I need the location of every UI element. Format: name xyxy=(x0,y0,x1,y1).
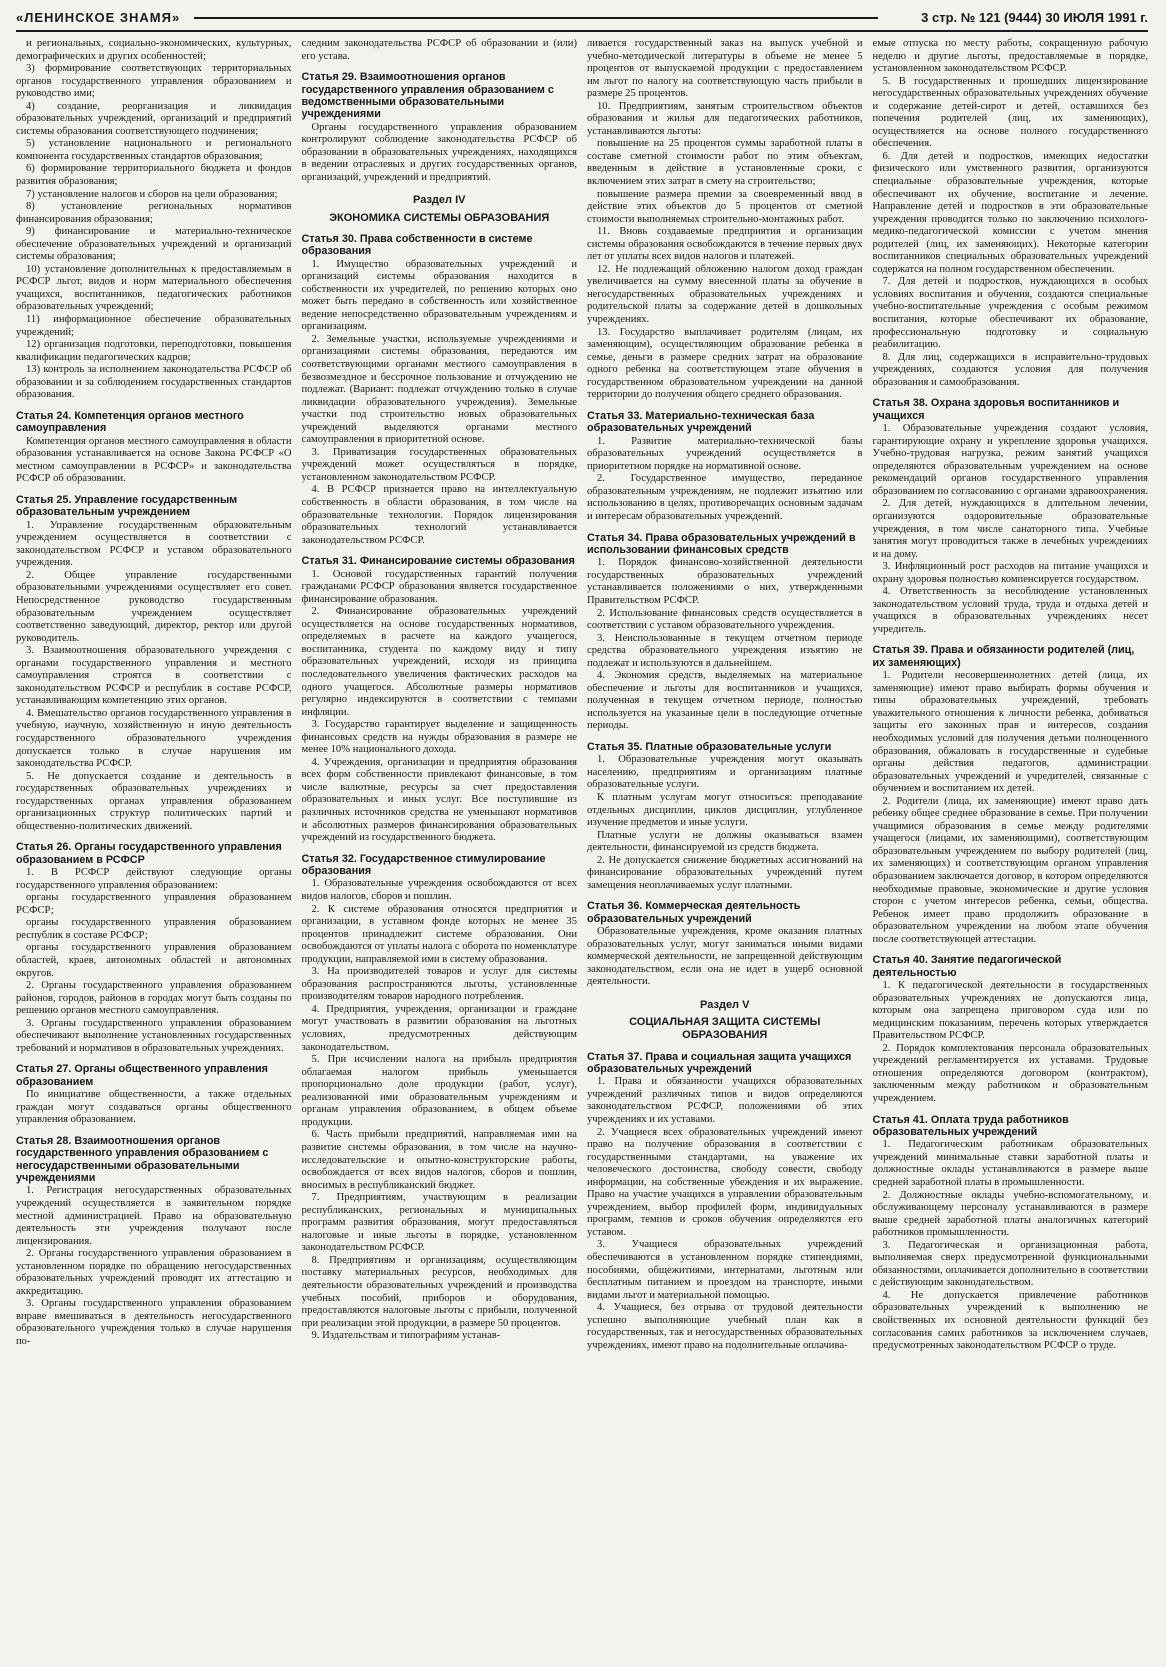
paragraph: По инициативе общественности, а также отдельных граждан могут создаваться органы общественного управления образованием. xyxy=(16,1089,292,1126)
paragraph: 2. Государственное имущество, переданное образовательным учреждениям, не подлежит изъятию или использованию в целях, противоречащих основным задачам и интересам образовательных учреждений. xyxy=(587,473,863,522)
article-heading: Статья 29. Взаимоотношения органов государственного управления образованием с ведомственными образовательными учреждениями xyxy=(301,71,554,121)
paragraph: 1. Образовательные учреждения создают условия, гарантирующие охрану и укрепление здоровья учащихся. Учебно-трудовая нагрузка, режим занятий учащихся определяются образовательным учреждением на основе рекомендаций органов государственного управления образованием по согласованию с органами здравоохранения. xyxy=(872,423,1148,497)
article-heading: Статья 38. Охрана здоровья воспитанников и учащихся xyxy=(872,397,1120,422)
paragraph: 12. Не подлежащий обложению налогом доход граждан увеличивается на сумму внесенной платы за обучение в негосударственных образовательных учреждениях и родительской платы за содержание детей в дошкольных учреждениях. xyxy=(587,263,863,326)
issue-line: 3 стр. № 121 (9444) 30 ИЮЛЯ 1991 г. xyxy=(921,10,1148,25)
paragraph: 13. Государство выплачивает родителям (лицам, их заменяющим), осуществляющим образование ребенка в семье, деньги в размере средних затрат на образование одного ребенка на соответствующем этапе обучения в государственном образовательном учреждении на данной территории до получения общего среднего образования. xyxy=(587,326,863,401)
paragraph: 2. Органы государственного управления образованием в установленном порядке по обращению негосударственных образовательных учреждений проводят их аттестацию и аккредитацию. xyxy=(16,1248,292,1297)
paragraph: 4. Учащиеся, без отрыва от трудовой деятельности успешно выполняющие учебный план как в государственных, так и негосударственных образовательных учреждениях, имеют право на подолнительные оплачива- xyxy=(587,1302,863,1351)
paragraph: 3. Учащиеся образовательных учреждений обеспечиваются в установленном порядке стипендиями, пособиями, общежитиями, интернатами, льготным или бесплатным питанием и проездом на транспорте, иными видами льгот и материальной помощью. xyxy=(587,1239,863,1301)
paragraph: 10. Предприятиям, занятым строительством объектов образования и жилья для педагогических работников, устанавливаются льготы: xyxy=(587,100,863,137)
section-heading: ЭКОНОМИКА СИСТЕМЫ ОБРАЗОВАНИЯ xyxy=(329,211,550,224)
paragraph: 1. Основой государственных гарантий получения гражданами РСФСР образования является государственное финансирование образования. xyxy=(301,568,577,605)
paragraph: 8. Для лиц, содержащихся в исправительно-трудовых учреждениях, создаются условия для получения образования и самообразования. xyxy=(872,351,1148,388)
paragraph: 3. Инфляционный рост расходов на питание учащихся и охрану здоровья полностью компенсируется государством. xyxy=(872,561,1148,585)
paragraph: 1. Управление государственным образовательным учреждением осуществляется в соответствии с законодательством РСФСР и уставом образовательного учреждения. xyxy=(16,519,292,569)
paragraph: 4. Предприятия, учреждения, организации и граждане могут участвовать в развитии образования на льготных условиях, предусмотренных действующим законодательством. xyxy=(301,1003,577,1053)
article-heading: Статья 26. Органы государственного управления образованием в РСФСР xyxy=(16,841,282,866)
paragraph: 8) установление региональных нормативов финансирования образования; xyxy=(16,201,292,225)
paragraph: органы государственного управления образованием РСФСР; xyxy=(16,892,292,916)
paragraph: Компетенция органов местного самоуправления в области образования устанавливается на основе Закона РСФСР «О местном самоуправлении в РСФСР» и законодательства РСФСР об образовании. xyxy=(16,435,292,485)
paragraph: 1. Порядок финансово-хозяйственной деятельности государственных образовательных учреждений устанавливается положениями о них, утвержденными Правительством РСФСР. xyxy=(587,557,863,606)
paragraph: 1. Регистрация негосударственных образовательных учреждений осуществляется в заявительном порядке местной администрацией. Право на образовательную деятельность эти учреждения получают после лицензирования. xyxy=(16,1185,292,1247)
paragraph: 1. Права и обязанности учащихся образовательных учреждений различных типов и видов определяются законодательством РСФСР, положениями об этих учреждениях и их уставами. xyxy=(587,1076,863,1125)
paragraph: 1. Образовательные учреждения освобождаются от всех видов налогов, сборов и пошлин. xyxy=(301,878,577,903)
article-heading: Статья 36. Коммерческая деятельность образовательных учреждений xyxy=(587,900,801,925)
paragraph: 9) финансирование и материально-техническое обеспечение образовательных учреждений и организаций системы образования; xyxy=(16,226,292,263)
paragraph: 5) установление национального и регионального компонента государственных стандартов образования; xyxy=(16,138,292,162)
paragraph: 2. Для детей, нуждающихся в длительном лечении, организуются оздоровительные образовательные учреждения, в том числе санаторного типа. Учебные занятия могут проводиться также в лечебных учреждениях и на дому. xyxy=(872,498,1148,560)
paragraph: 4) создание, реорганизация и ликвидация образовательных учреждений, организаций и предприятий системы образования соответствующего подчинения; xyxy=(16,100,292,137)
paragraph: 3. Приватизация государственных образовательных учреждений может осуществляться в порядке, установленном законодательством РСФСР. xyxy=(301,446,577,483)
paragraph: 2. Родители (лица, их заменяющие) имеют право дать ребенку общее среднее образование в семье. При получении учащимися образования в семье между родителями учащегося (лицами, их заменяющими), соответствующим образовательным учреждением по выбору родителей (лиц, их заменяющих) и соответствующим органом управления образованием заключается договор, в котором определяются необходимые правовые, экономические и другие условия сторон с учетом интересов ребенка, семьи, общества. Ребенок имеет право продолжить образование в образовательном учреждении на любом этапе обучения после соответствующей аттестации. xyxy=(872,795,1148,945)
section-heading: Раздел IV xyxy=(413,194,466,207)
paragraph: 1. В РСФСР действуют следующие органы государственного управления образованием: xyxy=(16,867,292,891)
article-heading: Статья 31. Финансирование системы образования xyxy=(301,555,575,568)
header-rule xyxy=(194,17,878,19)
paragraph: 4. Ответственность за несоблюдение установленных законодательством условий труда, труда и отдыха детей и учащихся в образовательных учреждениях несет учредитель. xyxy=(872,586,1148,635)
paragraph: 3. Педагогическая и организационная работа, выполняемая сверх предусмотренной функциональными обязанностями, оплачивается дополнительно в соответствии с действующим законодательством. xyxy=(872,1239,1148,1289)
page-header xyxy=(16,8,1148,32)
paragraph: 2. К системе образования относятся предприятия и организации, в уставном фонде которых не менее 35 процентов принадлежит системе образования. Они освобождаются от уплаты налога с оборота по номенклатуре продукции, направляемой ими в систему образования. xyxy=(301,903,577,965)
paragraph: 1. Педагогическим работникам образовательных учреждений минимальные ставки заработной платы и должностные оклады устанавливаются в размере выше средней заработной платы в промышленности. xyxy=(872,1139,1148,1188)
paragraph: 1. Образовательные учреждения могут оказывать населению, предприятиям и организациям платные образовательные услуги. xyxy=(587,754,863,791)
article-heading: Статья 30. Права собственности в системе образования xyxy=(301,232,533,258)
column-1 xyxy=(16,38,292,1658)
article-heading: Статья 39. Права и обязанности родителей (лиц, их заменяющих) xyxy=(872,644,1135,669)
paragraph: 9. Издательствам и типографиям устанав- xyxy=(311,1330,501,1342)
article-heading: Статья 33. Материально-техническая база образовательных учреждений xyxy=(587,409,815,435)
article-heading: Статья 34. Права образовательных учреждений в использовании финансовых средств xyxy=(587,531,856,556)
paragraph: 5. В государственных и прошедших лицензирование негосударственных образовательных учреждениях обучение и содержание детей-сирот и детей, оставшихся без попечения родителей (лиц, их заменяющих), осуществляется на основе полного государственного обеспечения. xyxy=(872,75,1148,150)
paragraph: 2. Органы государственного управления образованием районов, городов, районов в городах могут быть созданы по решению органов местного самоуправления. xyxy=(16,980,292,1017)
paragraph: 1. Родители несовершеннолетних детей (лица, их заменяющие) имеют право выбирать формы обучения и типы образовательных учреждений, требовать уважительного отношения к личности ребенка, добиваться защиты его законных прав и интересов, создания необходимых условий для получения детьми полноценного образования, обжаловать в государственные и судебные органы действия педагогов, администрации образовательных учреждений и учредителей, связанные с обучением и воспитанием их детей. xyxy=(872,670,1148,795)
paragraph: повышение размера премии за своевременный ввод в действие этих объектов до 5 процентов от сметной стоимости выполняемых строительно-монтажных работ. xyxy=(587,188,863,225)
paragraph: 2. Земельные участки, используемые учреждениями и организациями системы образования, передаются им соответствующими органами местного самоуправления в безвозмездное и бессрочное пользование и отчуждению не подлежат. (Вариант: подлежат отчуждению только в случае ликвидации образовательного учреждения). Земельные участки под строительство новых образовательных учреждений выделяются органами местного самоуправления в приоритетной основе. xyxy=(301,333,577,446)
paragraph: 4. В РСФСР признается право на интеллектуальную собственность в области образования, в том числе на образовательные технологии. Порядок лицензирования образовательных технологий устанавливается законодательством РСФСР. xyxy=(301,484,577,546)
section-heading: СОЦИАЛЬНАЯ ЗАЩИТА СИСТЕМЫ ОБРАЗОВАНИЯ xyxy=(629,1016,821,1042)
paragraph: 2. Использование финансовых средств осуществляется в соответствии с уставом образовательного учреждения. xyxy=(587,607,863,632)
paragraph: и региональных, социально-экономических, культурных, демографических и других особенностей; xyxy=(16,38,292,62)
paragraph: 2. Порядок комплектования персонала образовательных учреждений регламентируется их уставами. Трудовые отношения определяются договором (контрактом), заключенным между работником и образовательным учреждением. xyxy=(872,1042,1148,1104)
paragraph: 7. Для детей и подростков, нуждающихся в особых условиях воспитания и обучения, создаются специальные учебно-воспитательные учреждения с особым режимом воспитания, которые обеспечивают их образование, профессиональную подготовку и социальную реабилитацию. xyxy=(872,276,1148,351)
paragraph: 4. Учреждения, организации и предприятия образования всех форм собственности привлекают финансовые, в том числе валютные, ресурсы за счет предоставления образовательных и иных услуг. Все поступившие из различных источников средства не уменьшают нормативов и абсолютных размеров финансирования образовательных учреждений из государственного бюджета. xyxy=(301,756,577,844)
paragraph: 2. Финансирование образовательных учреждений осуществляется на основе государственных нормативов, определяемых в расчете на каждого учащегося, воспитанника, студента по каждому виду и типу образовательных учреждений, исходя из принципа последовательного увеличения фактических расходов на одного учащегося. Абсолютные размеры нормативов регулярно индексируются в соответствии с темпами инфляции. xyxy=(301,606,577,718)
paragraph: 3. На производителей товаров и услуг для системы образования распространяются льготы, установленные производителям товаров народного потребления. xyxy=(301,966,577,1003)
paragraph: 1. Имущество образовательных учреждений и организаций системы образования находится в собственности их учредителей, по решению которых оно может быть передано в собственность или хозяйственное ведение непосредственно образовательным учреждениям и организациям. xyxy=(301,258,577,333)
paragraph: 1. К педагогической деятельности в государственных образовательных учреждениях не допускаются лица, которым она запрещена приговором суда или по медицинским показаниям, перечень которых утверждается Правительством РСФСР. xyxy=(872,980,1148,1042)
paragraph: Платные услуги не должны оказываться взамен деятельности, финансируемой из средств бюджета. xyxy=(587,829,863,854)
paragraph-continued: ливается государственный заказ на выпуск учебной и учебно-методической литературы в объеме не менее 5 процентов от выпускаемой продукции с предоставлением им льгот по налогу на соответствующую часть прибыли в размере 25 процентов. xyxy=(587,38,863,100)
section-heading: Раздел V xyxy=(700,998,750,1011)
paragraph: 3. Органы государственного управления образованием вправе вмешиваться в деятельность негосударственного образовательного учреждения только в случае нарушения по- xyxy=(16,1298,292,1347)
article-heading: Статья 28. Взаимоотношения органов государственного управления образованием с негосударственными образовательными учреждениями xyxy=(16,1134,269,1185)
paragraph: 6. Часть прибыли предприятий, направляемая ими на развитие системы образования, в том числе на научно-исследовательские и опытно-конструкторские работы, освобождается от всех видов налогов, сборов и пошлин, вносимых в республиканский бюджет. xyxy=(301,1129,577,1191)
paragraph: 11. Вновь создаваемые предприятия и организации системы образования освобождаются в течение первых двух лет от уплаты всех видов налогов и платежей. xyxy=(587,226,863,263)
paragraph: 3. Неиспользованные в текущем отчетном периоде средства образовательного учреждения изъятию не подлежат и используются в дальнейшем. xyxy=(587,632,863,669)
paragraph: 12) организация подготовки, переподготовки, повышения квалификации педагогических кадров; xyxy=(16,339,292,363)
paragraph: 11) информационное обеспечение образовательных учреждений; xyxy=(16,314,292,338)
article-heading: Статья 41. Оплата труда работников образовательных учреждений xyxy=(872,1113,1069,1138)
column-2 xyxy=(302,38,578,1658)
column-3 xyxy=(587,38,863,1658)
paragraph: 3) формирование соответствующих территориальных органов государственного управления образованием и руководство ими; xyxy=(16,63,292,100)
paragraph: 7. Предприятиям, участвующим в реализации республиканских, региональных и муниципальных программ развития образования, могут предоставляться налоговые и иные льготы в порядке, установленном законодательством РСФСР. xyxy=(301,1192,577,1254)
paragraph: 6) формирование территориального бюджета и фондов развития образования; xyxy=(16,163,292,188)
paragraph: 5. При исчислении налога на прибыль предприятия облагаемая налогом прибыль уменьшается пропорционально доле продукции (работ, услуг), реализованной ими образовательным учреждениям и органам управления образованием, в общем объеме продукции. xyxy=(301,1054,577,1128)
article-heading: Статья 35. Платные образовательные услуги xyxy=(587,740,832,753)
paragraph: повышение на 25 процентов суммы заработной платы в составе сметной стоимости работ по этим объектам, введенным в действие в установленные сроки, с включением этих затрат в смету на строительство; xyxy=(587,138,863,188)
article-heading: Статья 27. Органы общественного управления образованием xyxy=(16,1063,268,1088)
paragraph: Образовательные учреждения, кроме оказания платных образовательных услуг, могут заниматься иными видами коммерческой деятельности, не запрещенной действующим законодательством, если она не идет в ущерб основной деятельности. xyxy=(587,926,863,988)
paragraph: 4. Не допускается привлечение работников образовательных учреждений к выполнению не свойственных их основной деятельности функций без согласования самих работников за исключением случаев, предусмотренных законодательством РСФСР о труде. xyxy=(872,1289,1148,1352)
paragraph: Органы государственного управления образованием контролируют соблюдение законодательства РСФСР об образовании в образовательных учреждениях, находящихся в ведении отраслевых и других государственных органов, организаций, учреждений и предприятий. xyxy=(301,121,577,183)
article-heading: Статья 25. Управление государственным образовательным учреждением xyxy=(16,493,238,519)
paragraph: 3. Органы государственного управления образованием обеспечивают выполнение установленных государственных требований и нормативов в образовательных учреждениях. xyxy=(16,1017,292,1054)
paragraph-continued: следним законодательства РСФСР об образовании и (или) его устава. xyxy=(301,38,577,62)
paragraph: 5. Не допускается создание и деятельность в государственных образовательных учреждениях и государственных органах управления образованием организационных структур политических партий и общественно-политических движений. xyxy=(16,770,292,832)
article-heading: Статья 24. Компетенция органов местного самоуправления xyxy=(16,409,244,435)
paragraph: 4. Вмешательство органов государственного управления в учебную, научную, хозяйственную и иную деятельность государственного образовательного учреждения допускается только в случае нарушения им законодательства РСФСР. xyxy=(16,707,292,770)
column-4 xyxy=(873,38,1149,1658)
paragraph: 4. Экономия средств, выделяемых на материальное обеспечение и льготы для воспитанников и учащихся, полученная в текущем отчетном периоде, полностью используется на указанные цели в последующие отчетные периоды. xyxy=(587,670,863,732)
paragraph: 10) установление дополнительных к предоставляемым в РСФСР льгот, видов и норм материального обеспечения учащихся, воспитанников, педагогических работников образовательных учреждений; xyxy=(16,263,292,313)
text-columns xyxy=(16,38,1148,1658)
paragraph: 2. Должностные оклады учебно-вспомогательному, и обслуживающему персоналу устанавливаются в размере выше средней заработной платы аналогичных категорий работников промышленности. xyxy=(872,1189,1148,1239)
paragraph: 7) установление налогов и сборов на цели образования; xyxy=(26,188,278,200)
paragraph: 2. Учащиеся всех образовательных учреждений имеют право на получение образования в соответствии с государственными стандартами, на уважение их человеческого достоинства, свободу совести, свободу информации, на собственные убеждения и их выражение. Право на участие учащихся в управлении образовательным учреждением, выбор профилей форм, индивидуальных программ, темпов и сроков обучения определяются его уставом. xyxy=(587,1126,863,1238)
paragraph-continued: емые отпуска по месту работы, сокращенную рабочую неделю и другие льготы, предоставляемые в порядке, установленном законодательством РСФСР. xyxy=(872,38,1148,75)
paragraph: 2. Не допускается снижение бюджетных ассигнований на финансирование образовательных учреждений путем замещения неоплачиваемых услуг платными. xyxy=(587,854,863,891)
article-heading: Статья 37. Права и социальная защита учащихся образовательных учреждений xyxy=(587,1050,852,1075)
paragraph: 8. Предприятиям и организациям, осуществляющим поставку материальных ресурсов, необходимых для деятельности образовательных учреждений и производства учебных пособий, приборов и оборудования, предоставляются налоговые льготы с прибыли, полученной при реализации этой продукции, в размере 50 процентов. xyxy=(301,1254,577,1329)
masthead: «ЛЕНИНСКОЕ ЗНАМЯ» xyxy=(16,10,181,25)
paragraph: 3. Взаимоотношения образовательного учреждения с органами государственного управления и местного самоуправления строятся в соответствии с законодательством РСФСР и республик в составе РСФСР, устанавливающим компетенцию этих органов. xyxy=(16,645,292,707)
article-heading: Статья 40. Занятие педагогической деятельностью xyxy=(872,954,1062,979)
paragraph: органы государственного управления образованием республик в составе РСФСР; xyxy=(16,917,292,941)
paragraph: К платным услугам могут относиться: преподавание отдельных дисциплин, циклов дисциплин, углубленное изучение предметов и иные услуги. xyxy=(587,792,863,829)
paragraph: 13) контроль за исполнением законодательства РСФСР об образовании и за соблюдением государственных стандартов образования. xyxy=(16,364,292,401)
paragraph: органы государственного управления образованием областей, краев, автономных областей и автономных округов. xyxy=(16,942,292,979)
article-heading: Статья 32. Государственное стимулирование образования xyxy=(301,852,546,878)
paragraph: 3. Государство гарантирует выделение и защищенность финансовых средств на нужды образования в размере не менее 10% национального дохода. xyxy=(301,719,577,756)
paragraph: 2. Общее управление государственными образовательными учреждениями осуществляет его совет. Непосредственное руководство государственным образовательным учреждением осуществляет соответственно заведующий, директор, ректор или другой руководитель. xyxy=(16,569,292,644)
paragraph: 1. Развитие материально-технической базы образовательных учреждений осуществляется в приоритетном порядке на нормативной основе. xyxy=(587,435,863,472)
paragraph: 6. Для детей и подростков, имеющих недостатки физического или умственного развития, организуются специальные образовательные учреждения, которые обеспечивают их обучение, воспитание и лечение. Направление детей и подростков в эти образовательные учреждения проводится только по заключению психолого-медико-педагогической комиссии с учетом мнения родителей (лиц, их заменяющих). Некоторые категории воспитанников специальных образовательных учреждений содержатся на полном государственном обеспечении. xyxy=(872,150,1148,275)
